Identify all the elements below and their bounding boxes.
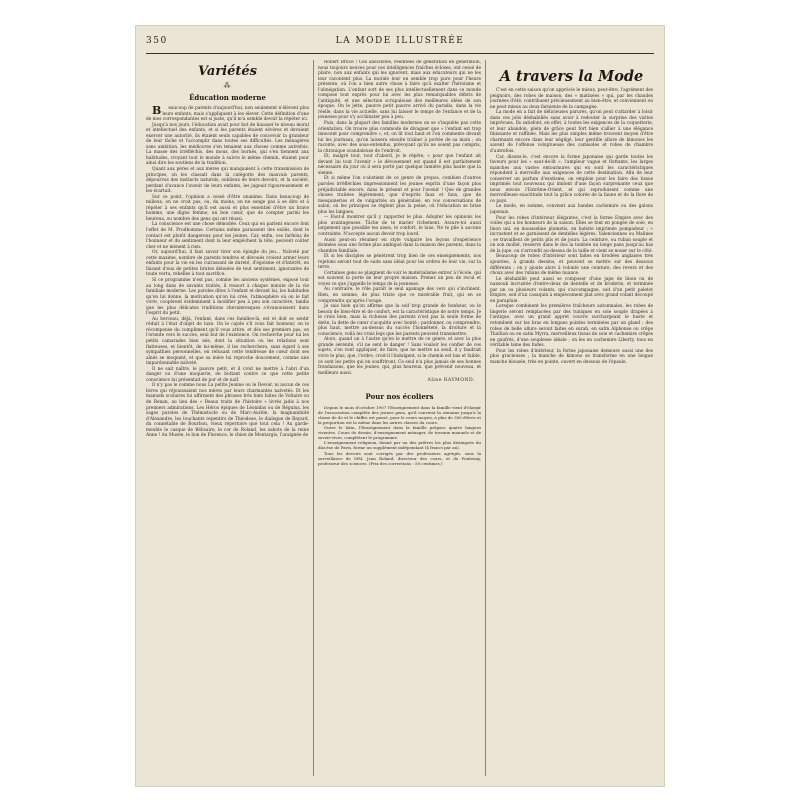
article-paragraph: Et si même l'on s'abstient de ce genre de propos, combien d'autres paroles irréfléchies impressionnent les jeunes esprits d'une façon plus préjudiciable encore, dans le présent et pour l'avenir ! Que de grandes choses traitées légèrement, que d'esprits faux et faux, que de mesquineries et de vulgarités on généralisé, en vos conversations de salon, où les principes se règlent plus la peine, où l'éducation se brise plus les langues. [318, 176, 481, 215]
article-paragraph: Il ne sait naître, le pauvre petit, et il croit ne mettre à l'abri d'un danger ou d'une moquerie, en bottant contre ce que cette petite conscience lui présentait de pur et de naïf. [146, 366, 309, 383]
column-right [490, 60, 653, 776]
article-paragraph: Car, disons-le, c'est encore la forme japonaise qui garde toutes les faveurs pour les « saut-de-lit », l'ampleur vague et flottante, les larges manches aux vastes entournures qui en sont les caractéristiques répondent à merveille aux exigences de cette destination. Afin de leur conserver un parfum d'exotisme, on emploie pour les faire des tissus imprimés tout nouveaux qui imitent d'une façon surprenante ceux que nous envoie l'Extrême-Orient, et qui reproduisent comme une merveilleuse exactitude tout la grâce colorée de la faune et de la flore de ce pays. [490, 154, 653, 204]
article-paragraph: Robert Bruce ! Ces anecdotes, rééditées de génération en génération, nous toujours neuves pour ces intelligences fraîches écloses, ont cessé de plaire, non aux enfants qui les ignorent, mais aux éducateurs qui ne les leur racontent plus. La morale leur en semble trop pure pour l'heure présente, où l'on a bien autre chose à faire qu'à exalter l'héroïsme et l'abnégation. L'enfant sort de ses plus intellectuellement dans ce monde composé tout exprès pour lui avec les plus remarquables débris de l'antiquité, et une sélection scrupuleuse des meilleures idées de son époque. On le jette, pauvre petit pauvre arrivé du paradis, dans la vie réelle, dans la vie actuelle, sans lui laisser le temps de l'enfance et de la jeunesse pour s'y acclimater peu à peu. [318, 60, 481, 121]
article-paragraph: Alors, quand un à l'autre qu'en le mettre de ce genre, et avec la plus grande sérénité, s'il ne sent le danger ! Sans vouloir les confier de ces sujets, s'en vont appliquer, de faire, que ne mettre au seuil, il y faudrait vivre le plus, que, l'ordre, croit-il l'indulgent, si le chemin est bas et faible, ce sont les petits qui en souffriront. Ce seul n'a plus jamais de ses bonnes frondaisons, que les jeunes, qui, plus heureux, que prévenir nouveau, et meilleurs aussi. [318, 337, 481, 376]
article-paragraph: Tous les devoirs sont corrigés par des professeurs agrégés, sous la surveillance de MM. Jean Roland, directeur des cours, et de Fontenay, professeur des sciences. (Prix des corrections : 50 centimes.) [318, 450, 481, 466]
article-paragraph: La mode en a fait de délicieuses parures, qu'on peut s'attarder à loisir dans ces jolis déshabillés sans avoir à redouter la surprise des visites imprévues. Ils satisfont, en effet, à toutes les exigences de la coquetterie, et leur abandon, plein de grâce peut fort bien s'allier à une élégance finissante et raffinée. Mais les plus simples même trouvent moyen d'être charmants encore dans leur négligé, leur gentille allure de kimonos les savent de l'offense voluptueuse des camisoles et robes de chambre d'autrefois. [490, 110, 653, 155]
article-paragraph: Pour les robes d'intérieur, la forme japonaise demeure aussi une des plus gracieuses ; la manche de kimono se transforme en une longue manche blousée, très en pointe, ouvert en dessous de l'épaule. [490, 348, 653, 365]
article-paragraph: L'enseignement religieux, donné par un des prêtres les plus distingués du diocèse de Paris, forme un supplément indépendant (4 francs par an). [318, 440, 481, 451]
article-paragraph: Au contraire, le rôle paraît le seul apanage des vers qui s'inclinent. Rien, en somme, de plus triste que ce misérable fruit, qui en se comprendra qu'après l'orage. [318, 287, 481, 304]
article-paragraph: Or, aujourd'hui, il faut savoir tirer son épingle du jeu... Naïveté par cette maxime, nombre de parents tendres et dévoués croient armer leurs enfants pour la vie en les cuirassant de dureté, d'égoïsme et d'intérêt, en faisant d'eux de petites brutes dénuées de tout sentiment, ignorantes de toute vertu, rebelles à tout sacrifice. [146, 250, 309, 278]
article-paragraph: La conscience est une chose démodée. Ceux qui en parlent encore font l'effet de M. Prudhomme. Certains même paraissent des exilés, dont le contact est plutôt dangereux pour les jeunes. Car, enfin, ces farfelus de l'honneur et du sentiment dont la leur empêchent la tête, peuvent coûter cher et ne mènent à rien. [146, 222, 309, 250]
article-paragraph: Il n'y pas le comme nous La petite Jeanne ou le Devoir, ni aucun de ces livres qui réjouissaient nos mères par leurs charmantes naïvetés. Et les manuels scolaires lui affirment des phrases très bien faites de Voltaire ou de Renan, au lieu des « Beaux traits de l'histoire » livrés jadis à nos premiers admirations. Les Héros épiques de Léonidas ou de Régulus, les sages paroles de Thémistocle ou de Marc-Aurèle, la magnanimité d'Alexandre, les touchants repentirs de Théodose, le dialogue de Bayard, du connétable de Bourbon, vieux répertoire que tout cela ! Au garde-meuble le casque de Bélisaire, le cor de Roland, les sabots de la reine Anne ! Au Musée, le lion de Florence, le chien de Montargis, l'araignée de [146, 383, 309, 439]
newspaper-page [136, 26, 664, 786]
article-paragraph: Depuis le mois d'octobre 1907 l'Enseignement dans la famille vient d'élargir de l'association complète des jeunes gens, qu'il convient la semaine jusqu'à la classe de 4e et le chiffre est passé, pour le cours moyen, à plus de 300 élèves et la proportion est la même dans les autres classes du cours. [318, 404, 481, 425]
article-paragraph: Si ce programme n'est pas, comme les anciens systèmes, exposé tout au long dans de savants traités, il ressort à chaque minute de la vie familiale moderne. Les paroles dites à l'enfant et devant lui, les habitudes qu'on lui donne, la motivation qu'on lui crée, l'atmosphère où on le fait vivre, coopèrent évidemment à modifier peu à peu son caractère, tandis que les plus délicates traditions chevaleresques s'évanouissent dans l'esprit du petit. [146, 277, 309, 317]
article-paragraph: Lorsque combinent les premières fraîcheurs automnales, les robes de lingerie seront remplacées par des tuniques en soie souple drapées à l'antique, avec un grand appret couvre surchargeant le buste et retombent sur les bras en longues pointes terminées par un gland ; des robes de belle allure seront faites en surah, en satin Alphonse ou crêpe Thaïtion ou en satin Myrra, merveilleux tissus de soie et cachemire crêpés en gaufrés, d'une souplesse idéale ; on les en cachemire Liberty, tous en véritable laine des Indes. [490, 304, 653, 349]
section-title-mode: A travers la Mode [499, 68, 644, 85]
section-title-varietes: Variétés [198, 64, 257, 79]
article-paragraph: Je sais bien qu'on affirme que la soif trop grande de bonheur, ou le besoin de bien-être et de confort, est la caractéristique de notre temps. Je le crois bien, mais la richesse des parents n'est pas la seule forme de dette, la dette de cœur s'acquitte avec bonté ; pardonner, ou comprendre, plus haut, mettre au-dessus du succès l'honnêteté, la droiture et la conscience, voilà les vrais legs que les parents peuvent transmettre. [318, 304, 481, 337]
article-paragraph: Certaines gens se plaignent de voir le matérialisme entrer à l'école, qui est souvent la porte de leur propre maison. Prenez un peu de recul et voyez ce que j'appelle le temps de la jeunesse. [318, 270, 481, 287]
article-paragraph: Au berceau, déjà, l'enfant, dans ces familles-là, est et doit se sentir réduit à l'état d'objet de luxe. On le cajole s'il vous fait honneur, on le récompense du compliment qu'il vous attire, et dès ses premiers pas, on l'oriente vers le succès, seul but de l'existence. On recherche pour lui les petits camarades bien nés, dont la situation ou les relations sont flatteuses, et bientôt, de lui-même, il les recherchera, sans égard à ses sympathies personnelles, en refusant cette tendresse de cœur dont ses aînés se moquent, et que sa mère lui reproche doucement, comme une impardonnable naïveté. [146, 316, 309, 367]
ornament: ⁂ [223, 82, 232, 90]
article-paragraph: — Faut-il montrer qu'il y rapporter le plus. Adopter les opinions les plus avantageuses. Tâche de te marier richement. Assure-toi aussi largement que possible tes aises, le confort, le luxe. Ne te plie à aucune contrainte. N'accepte aucun devoir trop lourd. [318, 215, 481, 237]
column-divider [313, 60, 314, 776]
article-title: Éducation moderne [189, 93, 266, 102]
column-divider [485, 60, 486, 776]
section-title-ecoliers: Pour nos écoliers [365, 391, 434, 401]
article-paragraph: C'est en cette saison qu'on apprécie le mieux, peut-être, l'agrément des peignoirs, des robes de maison, des « matinées » qui, par les chaudes journées d'été, contribuent précieusement au bien-être, et conviennent on ne peut mieux au doux farniente de la campagne. [490, 88, 653, 110]
header-rule [146, 53, 654, 54]
article-paragraph: B eaucoup de parents d'aujourd'hui, non seulement n'élèvent plus leurs enfants, mais s'appliquent à les élever. Cette définition d'une de mes correspondantes est si juste, qu'il m'a semblé devoir la répéter ici. [146, 104, 309, 123]
article-paragraph: Et, malgré tout, tout d'abord, je le répète, « pour que l'enfant ait devant lui tout l'avenir » le dévouement est quand il est parfaitement nécessaire du jour où il sera porté par quelque lumière plus haute que la sienne. [318, 154, 481, 176]
article-paragraph: Puis, dans la plupart des familles modernes on se s'inquiète pas cette orientation. On trouve plus commode de divaguer que « l'enfant est trop innocent pour comprendre », et, on lit tout haut et l'on commente devant lui les journaux, qu'on laissera ensuite traîner à portée de sa main ; on raconte, avec des sous-entendus, prévoyant qu'ils ne soient pas compris, la chronique scandaleuse de l'endroit. [318, 121, 481, 154]
column-middle [318, 60, 481, 776]
article-paragraph: Aussi peut-on résumer en style vulgaire les leçons d'expérience données sous une forme plus ambiguë dans la maison des parents, dans la chambre familiale. [318, 237, 481, 254]
article-paragraph: Outre le latin, l'Enseignement dans la famille prépare quatre langues vivantes. Cours de dessin, d'enseignement ménager, de travaux manuels et de savoir-vivre, complètent le programme. [318, 425, 481, 441]
article-paragraph: Le mode, en somme, convient aux bandes cachemire ou des galons japonais. [490, 204, 653, 216]
article-paragraph: Quant aux pères et aux mères qui manquaient à cette transmission de principes, on les classait dans la catégorie des mauvais parents, dépourvus des instincts naturels, oublieux de leurs devoirs, et la société, perdant d'avance l'avenir de leurs enfants, les jugeait rigoureusement et les écartait. [146, 167, 309, 195]
article-paragraph: Pour les robes d'intérieur élégantes, c'est la forme Empire avec des voiles qui a les honneurs de la saison. Elles se font en pongée de soie, en linon uni, en mousseline plumetis, en batiste imprimée pompadour ; « incrustent et se garnissent de dentelles légères. Valenciennes ou Malines ; se travaillent de petits plis et de jours. La ceinture, ou ruban souple et on son mollet, resserre dans le dos la tombée un longe pans jusqu'au bas de la jupe, ou s'arrondit au-dessus de la taille et vient se nouer sur le côté. [490, 215, 653, 254]
column-left [146, 60, 309, 776]
article-paragraph: Beaucoup de robes d'intérieur sont faites en brodées anglaises très ajourées, à grands dessins, et peuvent se mettre sur des dessous différents ; on y ajoute alors à volonté une ceinture, des revers et des choux avec des rubans de même nuance. [490, 254, 653, 277]
author-signature: Aline RAYMOND. [427, 378, 475, 384]
journal-title: LA MODE ILLUSTRÉE [335, 36, 465, 46]
article-paragraph: Et si les disciples se pénètrent trop bien de ces enseignements, nos rejetons seront tout de suite sans idéal pour les ordres de leur vie, sur la terre. [318, 254, 481, 271]
article-paragraph: Le déshabillé peut aussi se composer d'une jupe de linon ou de nansouk incrustée d'entre-deux de dentelle et de broderie, et terminée par un ou plusieurs volants, qui s'accompagne, soit d'un petit paletot Empire, soit d'un casaquin à empiècement plat avec grand volant découpé en parapluie. [490, 276, 653, 304]
drop-cap: B [152, 104, 162, 117]
article-paragraph: Jusqu'à nos jours, l'éducation avait pour but de hausser le niveau moral et intellectuel des enfants, et si les parents étaient sévères et devaient exercer une autorité, ils étaient seuls capables de concevoir la grandeur de leur tâche et l'accomplir dans toutes ses difficultés. Les ménagères sans ambition, les médiocres s'en tenaient aux choses comme autrefois. La masse des irréfléchis, des mous, des bornés, qui s'en tiennent aux habitudes, croyant tout le monde à suivre le même chemin, étaient pour ainsi dire les soutiens de la tradition. [146, 122, 309, 167]
running-head [146, 36, 654, 50]
article-paragraph: Sur ce point, l'opinion a cessé d'être unanime. Dans beaucoup de milieux, on ne croit pas, ou, du moins, on ne songe pas à se dire et à répéter à ses enfants qu'il est aussi et plus essentiel d'être un brave homme, une digne femme, un bon cœur, que de compter parmi les heureux, ou nombre des gens qui ont réussi. [146, 194, 309, 222]
page-number: 350 [146, 36, 168, 46]
